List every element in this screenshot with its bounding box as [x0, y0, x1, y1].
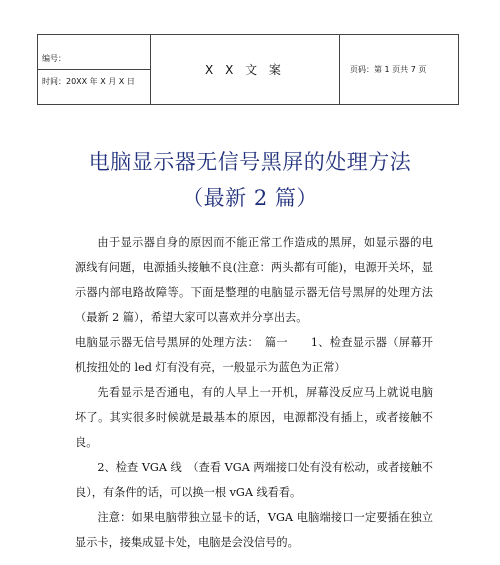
number-label: 编号：	[38, 51, 150, 70]
paragraph-intro: 由于显示器自身的原因而不能正常工作造成的黑屏，如显示器的电源线有问题，电源插头接触不良(注意：两头都有可能)，电源开关坏，显示器内部电路故障等。下面是整理的电脑显示器无信号黑屏的处理方法（最新 2 篇），希望大家可以喜欢并分享出去。	[75, 236, 433, 324]
paragraph-note: 注意：如果电脑带独立显卡的话，VGA 电脑端接口一定要插在独立显示卡，接集成显卡处，电脑是会没信号的。	[75, 511, 433, 549]
document-title: 电脑显示器无信号黑屏的处理方法	[88, 150, 412, 174]
doc-title-cell: X X 文 案	[151, 35, 340, 105]
page-info: 页码：第 1 页共 7 页	[340, 35, 459, 105]
paragraph-check-vga: 2、检查 VGA 线 （查看 VGA 两端接口处有没有松动，或者接触不良），有条件的话，可以换一根 vGA 线看看。	[75, 461, 433, 499]
paragraph-method-1: 电脑显示器无信号黑屏的处理方法： 篇一 1、检查显示器（屏幕开机按扭处的 led 灯有没有亮，一般显示为蓝色为正常）	[75, 336, 433, 374]
document-subtitle: （最新 2 篇）	[182, 186, 318, 210]
document-body	[75, 230, 433, 555]
document-header-table	[37, 34, 459, 105]
header-left-cell	[38, 35, 151, 105]
paragraph-check-power: 先看显示是否通电，有的人早上一开机，屏幕没反应马上就说电脑坏了。其实很多时候就是最基本的原因，电源都没有插上，或者接触不良。	[75, 386, 433, 449]
time-label: 时间：20XX 年 X 月 X 日	[42, 77, 135, 86]
